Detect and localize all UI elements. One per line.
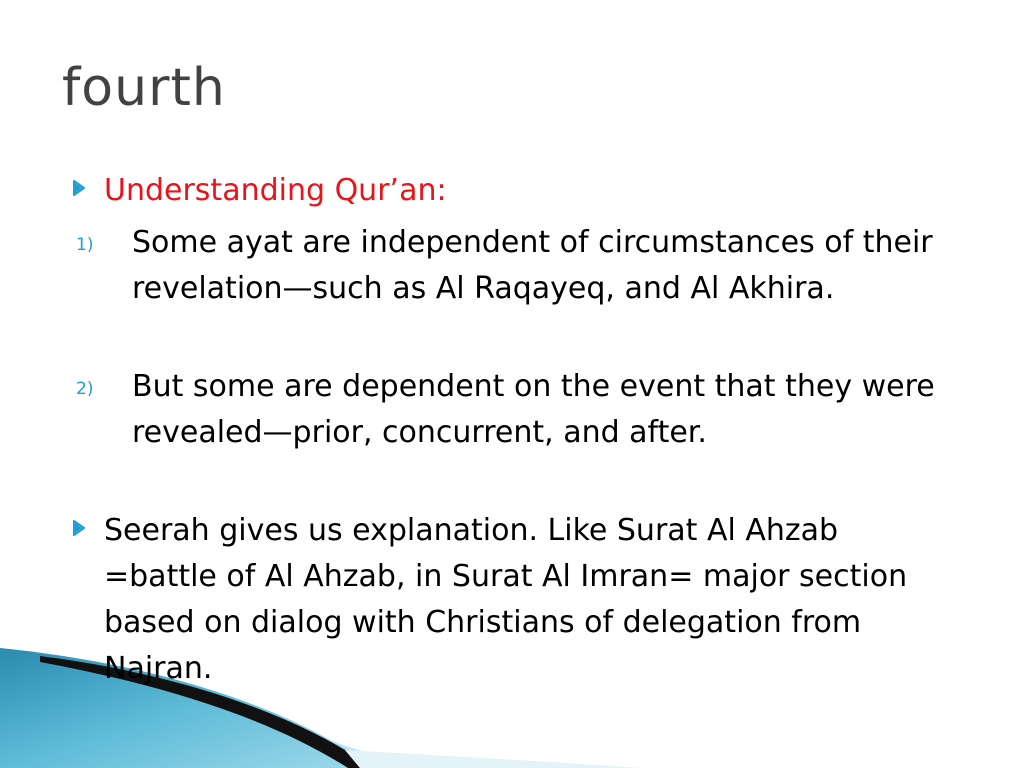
seerah-text: Seerah gives us explanation. Like Surat Al Ahzab =battle of Al Ahzab, in Surat Al Imran= major section based on dialog with Christians of delegation from Najran. — [104, 513, 908, 686]
triangle-right-icon — [72, 518, 86, 538]
numbered-item-2 — [76, 364, 956, 456]
item-text-2: But some are dependent on the event that they were revealed—prior, concurrent, and after. — [132, 369, 935, 450]
item-text-1: Some ayat are independent of circumstances of their revelation—such as Al Raqayeq, and Al Akhira. — [132, 225, 933, 306]
slide-title: fourth — [62, 58, 226, 118]
item-number-2: 2) — [76, 379, 94, 399]
item-number-1: 1) — [76, 235, 94, 255]
heading-text: Understanding Qur’an: — [104, 173, 447, 208]
bullet-seerah — [72, 508, 952, 692]
numbered-item-1 — [76, 220, 956, 312]
bullet-heading — [72, 168, 952, 214]
triangle-right-icon — [72, 178, 86, 198]
